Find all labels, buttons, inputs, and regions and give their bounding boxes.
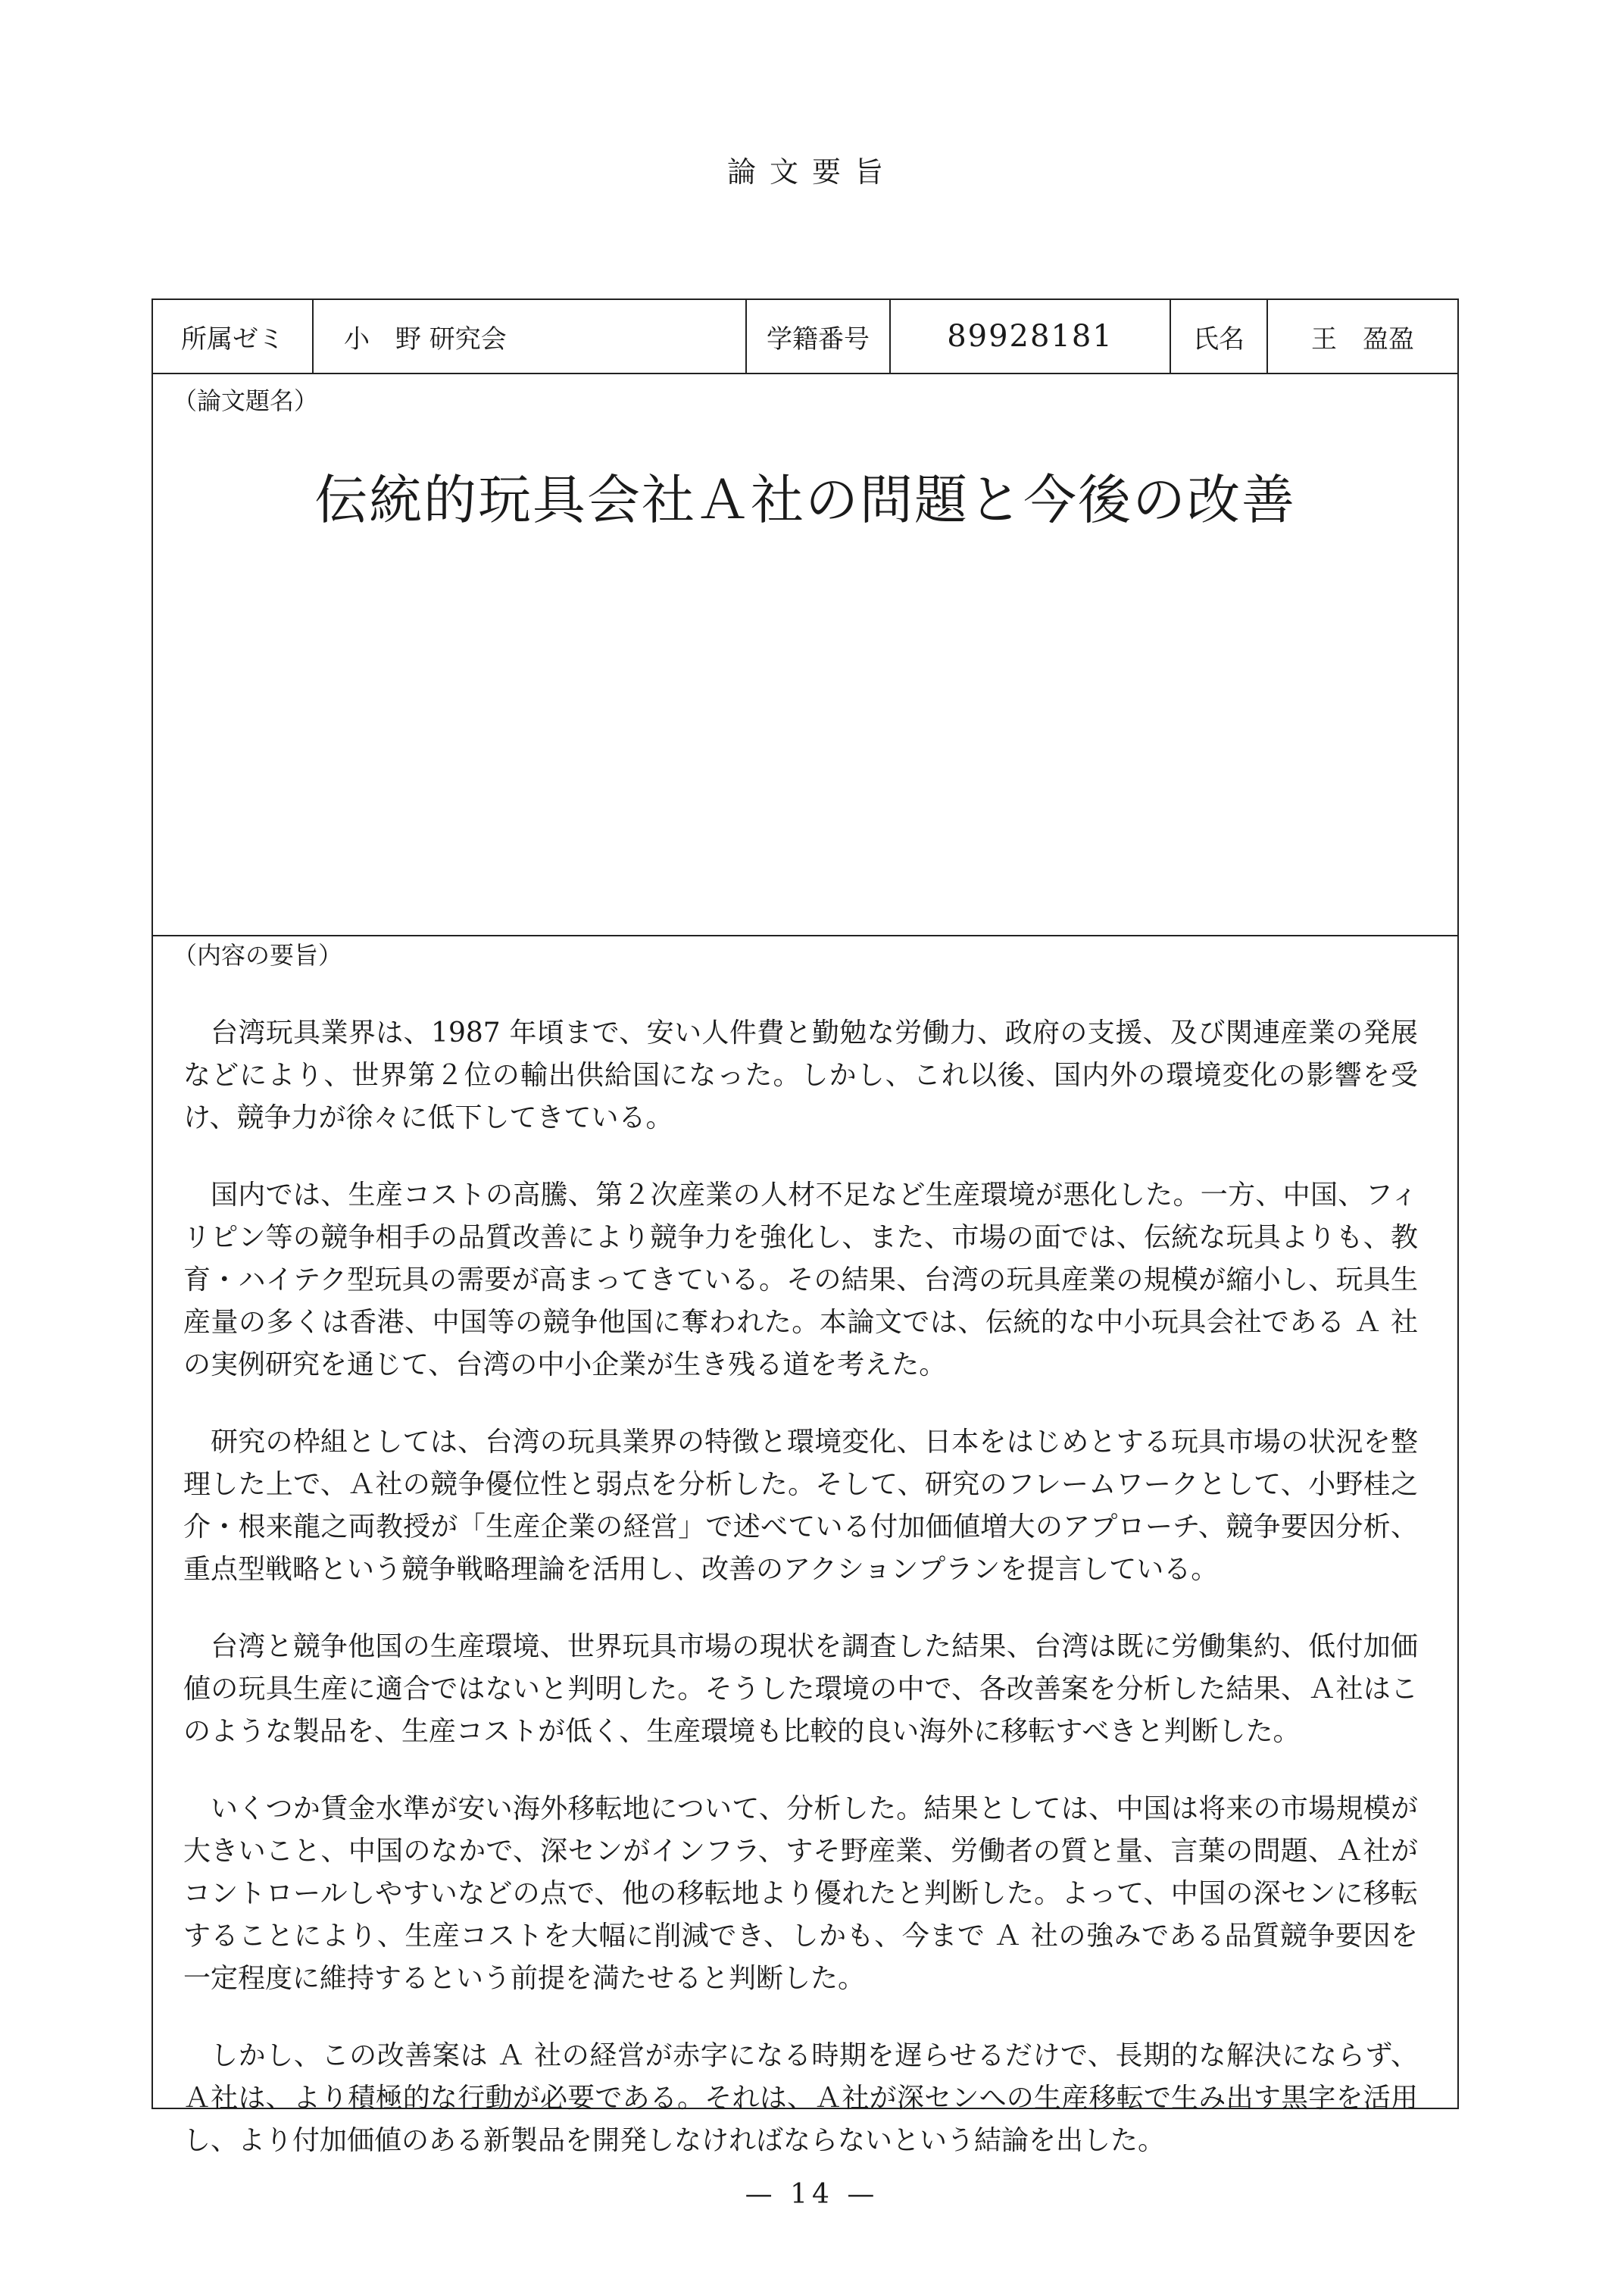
summary-body xyxy=(183,1012,1418,2197)
summary-section xyxy=(153,936,1457,2156)
name-label: 氏名 xyxy=(1171,300,1268,373)
page-number: — 14 — xyxy=(745,2179,879,2210)
summary-paragraph: 台湾と競争他国の生産環境、世界玩具市場の現状を調査した結果、台湾は既に労働集約、低付加価値の玩具生産に適合ではないと判明した。そうした環境の中で、各改善案を分析した結果、Ａ社はこのような製品を、生産コストが低く、生産環境も比較的良い海外に移転すべきと判断した。 xyxy=(183,1631,1418,1747)
summary-paragraph: 国内では、生産コストの高騰、第２次産業の人材不足など生産環境が悪化した。一方、中国、フィリピン等の競争相手の品質改善により競争力を強化し、また、市場の面では、伝統な玩具よりも、教育・ハイテク型玩具の需要が高まってきている。その結果、台湾の玩具産業の規模が縮小し、玩具生産量の多くは香港、中国等の競争他国に奪われた。本論文では、伝統的な中小玩具会社である Ａ 社の実例研究を通じて、台湾の中小企業が生き残る道を考えた。 xyxy=(183,1180,1418,1380)
summary-paragraph: 研究の枠組としては、台湾の玩具業界の特徴と環境変化、日本をはじめとする玩具市場の状況を整理した上で、Ａ社の競争優位性と弱点を分析した。そして、研究のフレームワークとして、小野桂之介・根来龍之両教授が「生産企業の経営」で述べている付加価値増大のアプローチ、競争要因分析、重点型戦略という競争戦略理論を活用し、改善のアクションプランを提言している。 xyxy=(183,1427,1418,1585)
seminar-label: 所属ゼミ xyxy=(153,300,314,373)
summary-paragraph: いくつか賃金水準が安い海外移転地について、分析した。結果としては、中国は将来の市場規模が大きいこと、中国のなかで、深センがインフラ、すそ野産業、労働者の質と量、言葉の問題、Ａ社がコントロールしやすいなどの点で、他の移転地より優れたと判断した。よって、中国の深センに移転することにより、生産コストを大幅に削減でき、しかも、今まで Ａ 社の強みである品質競争要因を一定程度に維持するという前提を満たせると判断した。 xyxy=(183,1793,1418,1994)
title-label: （論文題名） xyxy=(173,386,319,415)
student-id-label: 学籍番号 xyxy=(747,300,891,373)
seminar-value: 小 野 研究会 xyxy=(314,300,747,373)
summary-paragraph: しかし、この改善案は Ａ 社の経営が赤字になる時期を遅らせるだけで、長期的な解決にならず、Ａ社は、より積極的な行動が必要である。それは、Ａ社が深センへの生産移転で生み出す黒字を活用し、より付加価値のある新製品を開発しなければならないという結論を出した。 xyxy=(183,2040,1418,2156)
summary-label: （内容の要旨） xyxy=(173,941,343,970)
abstract-form xyxy=(151,298,1459,2156)
name-value: 王 盈盈 xyxy=(1311,323,1414,355)
summary-paragraph: 台湾玩具業界は、1987 年頃まで、安い人件費と勤勉な労働力、政府の支援、及び関連産業の発展などにより、世界第２位の輸出供給国になった。しかし、これ以後、国内外の環境変化の影響を受け、競争力が徐々に低下してきている。 xyxy=(183,1017,1418,1133)
thesis-title: 伝統的玩具会社Ａ社の問題と今後の改善 xyxy=(314,469,1296,531)
page-heading: 論文要旨 xyxy=(726,155,897,189)
title-section xyxy=(153,374,1457,936)
header-row xyxy=(153,300,1457,374)
student-id-value: 89928181 xyxy=(891,300,1171,373)
